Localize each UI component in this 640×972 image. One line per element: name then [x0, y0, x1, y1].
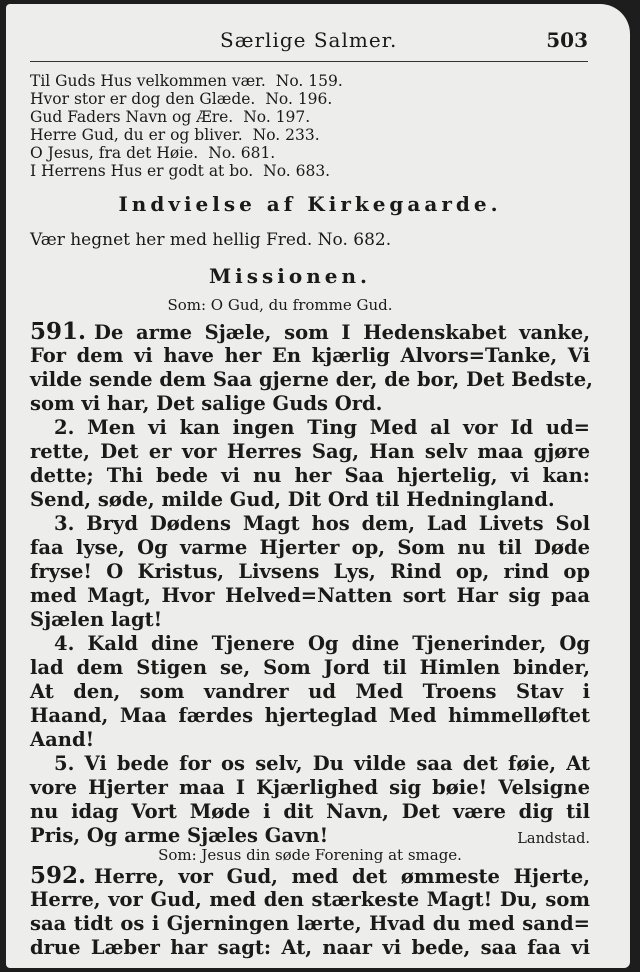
section-heading-consecration: Indvielse af Kirkegaarde.: [118, 192, 502, 216]
author-attribution: Landstad.: [517, 831, 590, 847]
hymn-line: Pris, Og arme Sjæles Gavn! Landstad.: [30, 824, 590, 848]
running-title: Særlige Salmer.: [220, 28, 398, 52]
reference-line: O Jesus, fra det Høie. No. 681.: [30, 144, 276, 162]
hymn-line: drue Læber har sagt: At, naar vi bede, saa faa vi: [30, 936, 590, 959]
hymn-line: som vi har, Det salige Guds Ord.: [30, 392, 383, 415]
hymn-line: vore Hjerter maa I Kjærlighed sig bøie! Velsigne: [30, 776, 590, 799]
hymn-line: Haand, Maa færdes hjerteglad Med himmelløftet: [30, 704, 590, 727]
hymn-line: 4. Kald dine Tjenere Og dine Tjenerinder, Og: [54, 632, 590, 655]
hymn-number: 592.: [30, 862, 87, 889]
section-reference-line: Vær hegnet her med hellig Fred. No. 682.: [30, 230, 392, 250]
hymn-line: Aand!: [30, 728, 95, 751]
hymn-line: nu idag Vort Møde i dit Navn, Det være dig til: [30, 800, 590, 823]
hymn-line: At den, som vandrer ud Med Troens Stav i: [30, 680, 590, 703]
hymn-591: [30, 318, 593, 851]
hymn-line: dette; Thi bede vi nu her Saa hjertelig, vi kan:: [30, 464, 590, 487]
hymn-592: [30, 864, 590, 960]
hymn-line: Send, søde, milde Gud, Dit Ord til Hedningland.: [30, 488, 555, 511]
hymn-line: 2. Men vi kan ingen Ting Med al vor Id ud=: [54, 416, 590, 439]
hymn-number: 591.: [30, 318, 87, 345]
hymn-reference-list: [30, 72, 590, 180]
hymn-line: Sjælen lagt!: [30, 608, 163, 631]
page-number: 503: [546, 28, 588, 52]
reference-line: Til Guds Hus velkommen vær. No. 159.: [30, 72, 343, 90]
hymn-line: Herre, vor Gud, med den stærkeste Magt! Du, som: [30, 888, 590, 911]
hymn-line: vilde sende dem Saa gjerne der, de bor, Det Bedste,: [30, 368, 593, 391]
reference-line: Herre Gud, du er og bliver. No. 233.: [30, 126, 320, 144]
section-heading-mission: Missionen.: [209, 264, 371, 288]
hymn-line: fryse! O Kristus, Livsens Lys, Rind op, rind op: [30, 560, 590, 583]
page-header: [30, 28, 588, 62]
reference-line: I Herrens Hus er godt at bo. No. 683.: [30, 162, 331, 180]
hymn-line: 5. Vi bede for os selv, Du vilde saa det føie, At: [54, 752, 590, 775]
hymn-line: rette, Det er vor Herres Sag, Han selv maa gjøre: [30, 440, 590, 463]
hymn-line: saa tidt os i Gjerningen lærte, Hvad du med sand=: [30, 912, 590, 935]
hymn-line: 592. Herre, vor Gud, med det ømmeste Hjerte,: [30, 862, 590, 889]
book-page: [6, 4, 630, 968]
header-rule: [30, 61, 588, 62]
tune-line: Som: O Gud, du fromme Gud.: [167, 296, 393, 314]
hymn-line: lad dem Stigen se, Som Jord til Himlen binder,: [30, 656, 590, 679]
hymn-line: 3. Bryd Dødens Magt hos dem, Lad Livets Sol: [54, 512, 590, 535]
hymn-line: med Magt, Hvor Helved=Natten sort Har sig paa: [30, 584, 590, 607]
hymn-line: For dem vi have her En kjærlig Alvors=Tanke, Vi: [30, 344, 590, 367]
tune-line: Som: Jesus din søde Forening at smage.: [158, 846, 462, 864]
reference-line: Gud Faders Navn og Ære. No. 197.: [30, 108, 311, 126]
hymn-line: faa lyse, Og varme Hjerter op, Som nu til Døde: [30, 536, 590, 559]
hymn-line: 591. De arme Sjæle, som I Hedenskabet vanke,: [30, 318, 590, 345]
reference-line: Hvor stor er dog den Glæde. No. 196.: [30, 90, 333, 108]
